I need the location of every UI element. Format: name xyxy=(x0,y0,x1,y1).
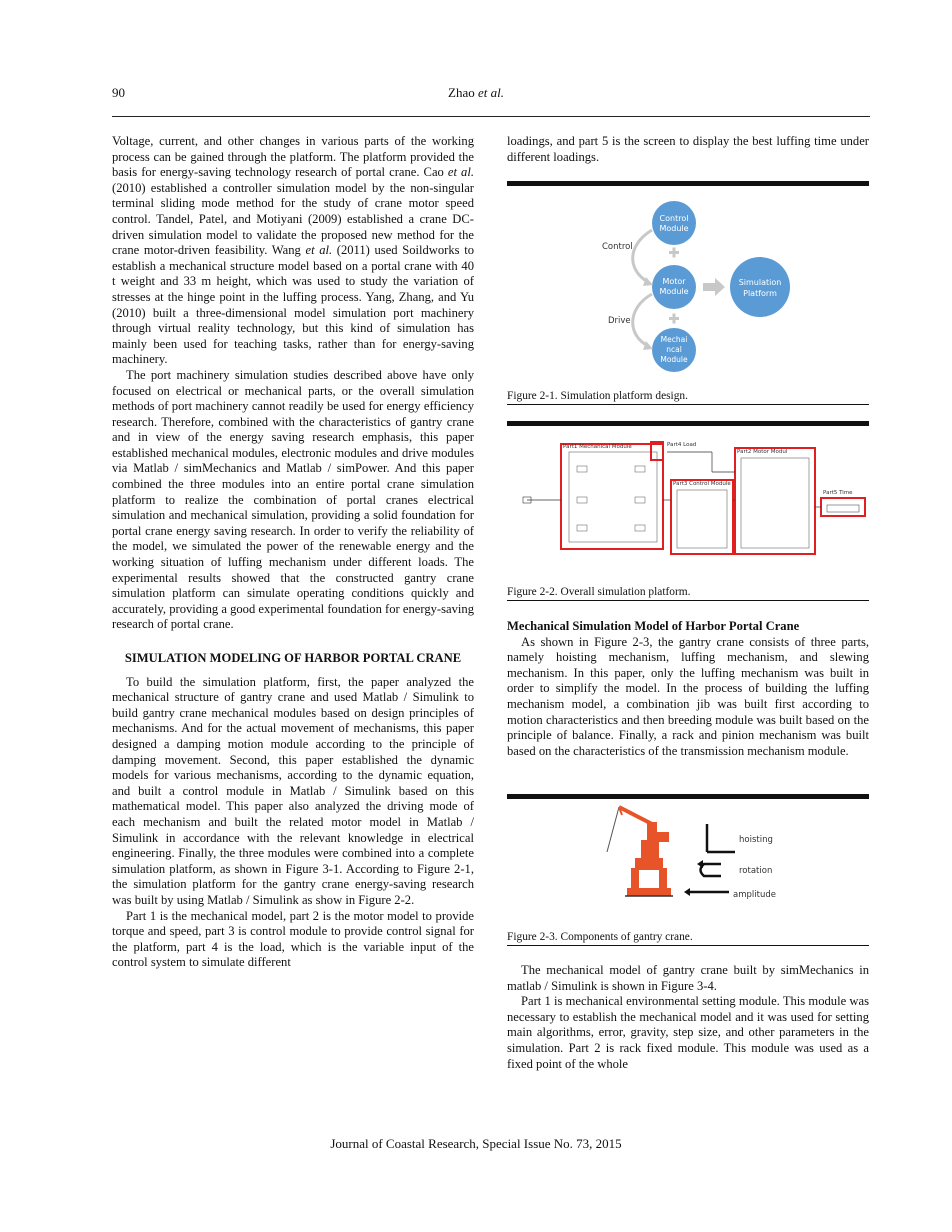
figure2-caption: Figure 2-2. Overall simulation platform. xyxy=(507,586,691,598)
plus-icon-v2 xyxy=(673,314,676,324)
right-column-top xyxy=(507,134,869,165)
section-heading: SIMULATION MODELING OF HARBOR PORTAL CRANE xyxy=(124,651,462,665)
figure3-top-bar xyxy=(507,794,869,799)
figure2-bottom-rule xyxy=(507,600,869,601)
control-module-line1: Control xyxy=(659,214,689,223)
control-module-line2: Module xyxy=(659,224,689,233)
header-rule xyxy=(112,116,870,117)
drive-curved-arrow xyxy=(633,294,652,346)
part2-box xyxy=(735,448,815,554)
paragraph-mech: As shown in Figure 2-3, the gantry crane consists of three parts, namely hoisting mechanism, luffing mechanism, and slewing mechanism. In this paper, only the luffing mechanism was built in order to simplify the model. In the process of building the luffing mechanism model, a combination jib was built first according to motion characteristics and then breeding module was built based on the principle of balance. Finally, a rack and pinion mechanism was built based on the characteristics of the transmission mechanism module. xyxy=(507,634,869,758)
part5-box xyxy=(821,498,865,516)
part1-label: Part1 Mechanical Module xyxy=(563,444,632,450)
mechanical-module-line2: ncal xyxy=(666,345,682,354)
paragraph-2: The port machinery simulation studies described above have only focused on electrical or mechanical parts, or the overall simulation methods of port machinery cannot readily be used for energy efficiency research. Therefore, combined with the characteristics of gantry crane and in view of the energy saving research emphasis, this paper established mechanical modules, electronic modules and drive modules via Matlab / simMechanics and Matlab / simPower. And this paper combined the three modules into an entire portal crane simulation platform to realize the combination of portal cranes electrical simulation and mechanical simulation, providing a solid foundation for portal crane energy saving research. In order to verify the reliability of the model, we simulated the power of the renewable energy and the working situation of luffing mechanism under different loads. The experimental results showed that the constructed gantry crane simulation platform can simulate operating conditions quickly and accurately, providing a good experimental foundation for energy-saving research of portal crane. xyxy=(112,367,474,632)
mechanical-module-line1: Mechai xyxy=(660,335,688,344)
page-number: 90 xyxy=(112,85,125,100)
control-module-circle xyxy=(652,201,696,245)
header-author: Zhao xyxy=(448,85,475,100)
simulation-platform-circle xyxy=(730,257,790,317)
running-header xyxy=(0,85,952,101)
plus-icon-v1 xyxy=(673,248,676,258)
simulation-platform-line1: Simulation xyxy=(738,278,782,287)
part5-label: Part5 Time xyxy=(823,490,853,496)
figure1-caption: Figure 2-1. Simulation platform design. xyxy=(507,390,688,402)
part4-label: Part4 Load xyxy=(667,442,697,448)
label-control: Control xyxy=(602,242,633,252)
subsection-heading: Mechanical Simulation Model of Harbor Portal Crane xyxy=(507,619,800,633)
figure3-caption: Figure 2-3. Components of gantry crane. xyxy=(507,931,693,943)
label-drive: Drive xyxy=(608,316,631,326)
figure1-top-bar xyxy=(507,181,869,186)
figure1-bottom-rule xyxy=(507,404,869,405)
motor-module-line2: Module xyxy=(659,287,689,296)
amplitude-arrowhead-icon xyxy=(684,888,690,896)
paragraph-1: Voltage, current, and other changes in various parts of the working process can be gained through the platform. The platform provided the basis for energy-saving technology research of portal crane. Cao et al. (2010) established a controller simulation model by the non-singular terminal sliding mode method for the study of crane motor speed control. Tandel, Patel, and Motiyani (2009) established a crane DC-driven simulation model to validate the proposed new method for the crane motor-driven feasibility. Wang et al. (2011) used Soildworks to establish a mechanical structure model based on a portal crane with 40 t weight and 33 m height, which was used to study the variation of stresses at the hinge point in the luffing process. Yang, Zhang, and Yu (2010) built a three-dimensional model simulation port machinery through virtual reality technology, but this kind of simulation has mainly been used for teaching tasks, rather than for energy-saving machinery. xyxy=(112,134,474,367)
right-column-mech xyxy=(507,619,869,759)
arrow-right-icon xyxy=(703,278,725,296)
paragraph-right-top: loadings, and part 5 is the screen to display the best luffing time under different loadings. xyxy=(507,134,869,164)
control-curved-arrow xyxy=(633,230,652,282)
part3-label: Part3 Control Module xyxy=(673,481,731,487)
figure2-diagram xyxy=(507,432,869,582)
gantry-crane-icon xyxy=(607,807,673,896)
part3-box xyxy=(671,480,733,554)
motor-module-line1: Motor xyxy=(662,277,686,286)
paragraph-bottom-1: The mechanical model of gantry crane built by simMechanics in matlab / Simulink is shown in Figure 3-4. xyxy=(507,963,869,993)
left-column xyxy=(112,134,474,971)
part1-box xyxy=(561,444,663,549)
right-column-bottom xyxy=(507,963,869,1072)
part2-label: Part2 Motor Modul xyxy=(737,449,788,455)
paragraph-4: Part 1 is the mechanical model, part 2 is the motor model to provide torque and speed, part 3 is control module to provide control signal for the platform, part 4 is the load, which is the variable input of the control system to simulate different xyxy=(112,908,474,970)
label-amplitude: amplitude xyxy=(733,890,776,900)
figure2-top-bar xyxy=(507,421,869,426)
figure1-diagram xyxy=(507,190,869,380)
figure3-bottom-rule xyxy=(507,945,869,946)
figure3-diagram xyxy=(507,804,869,922)
label-rotation: rotation xyxy=(739,866,773,876)
mechanical-module-line3: Module xyxy=(660,355,688,364)
simulation-platform-line2: Platform xyxy=(743,289,777,298)
rotation-icon xyxy=(701,864,722,876)
journal-footer: Journal of Coastal Research, Special Issue No. 73, 2015 xyxy=(330,1136,622,1151)
paragraph-3: To build the simulation platform, first, the paper analyzed the mechanical structure of gantry crane and used Matlab / Simulink to build gantry crane mechanical modules based on design principles of mechanisms. And for the actual movement of mechanisms, this paper designed a damping motion module according to the principle of damping movement. Second, this paper established the dynamic models for various mechanisms, according to the dynamic equation, and built a control module in Matlab / Simulink based on this mathematical model. This paper also analyzed the driving mode of each mechanism and built the related motor model in Matlab / Simulink in accordance with the relevant knowledge in electrical engineering. Finally, the three modules were combined into a complete simulation platform, as shown in Figure 3-1. According to Figure 2-1, the simulation platform for the gantry crane energy-saving research was built by using Matlab / Simulink as show in Figure 2-2. xyxy=(112,674,474,907)
paragraph-bottom-2: Part 1 is mechanical environmental setting module. This module was necessary to establish the mechanical model and it was used for setting main algorithms, error, gravity, step size, and other parameters in the simulation. Part 2 is rack fixed module. This module was used as a fixed point of the whole xyxy=(507,994,869,1071)
label-hoisting: hoisting xyxy=(739,835,773,845)
header-et-al: et al. xyxy=(477,85,504,100)
